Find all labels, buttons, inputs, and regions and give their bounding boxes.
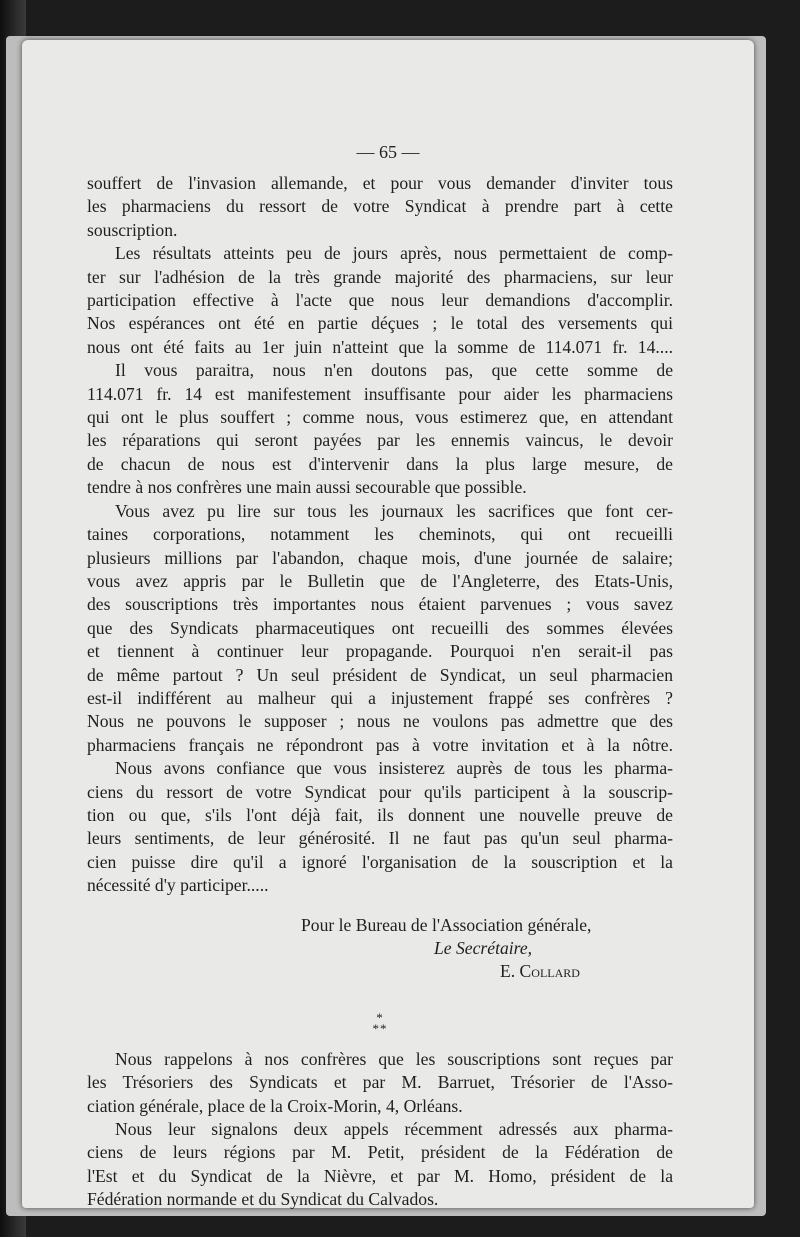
text-line: Vous avez pu lire sur tous les journaux les sacrifices que font cer- <box>115 500 673 521</box>
paragraph-4 <box>87 500 673 757</box>
document-body <box>87 172 673 1212</box>
text-line: souscription. <box>87 219 178 240</box>
paragraph-3 <box>87 359 673 499</box>
text-line: de même partout ? Un seul président de Syndicat, un seul pharmacien <box>87 664 673 685</box>
signature-surname: Collard <box>519 961 580 982</box>
text-line: ciation générale, place de la Croix-Morin, 4, Orléans. <box>87 1095 463 1116</box>
text-line: les Trésoriers des Syndicats et par M. Barruet, Trésorier de l'Asso- <box>87 1072 673 1093</box>
text-line: cien puisse dire qu'il a ignoré l'organisation de la souscription et la <box>87 851 673 872</box>
signature-initial: E. <box>500 961 520 982</box>
text-line: qui ont le plus souffert ; comme nous, vous estimerez que, en attendant <box>87 407 673 428</box>
text-line: Nos espérances ont été en partie déçues ; le total des versements qui <box>87 313 673 334</box>
text-line: participation effective à l'acte que nous leur demandions d'accomplir. <box>87 290 673 311</box>
text-line: plusieurs millions par l'abandon, chaque mois, d'une journée de salaire; <box>87 547 673 568</box>
text-line: les réparations qui seront payées par les ennemis vaincus, le devoir <box>87 430 673 451</box>
text-line: ciens de leurs régions par M. Petit, président de la Fédération de <box>87 1142 673 1163</box>
text-line: vous avez appris par le Bulletin que de l'Angleterre, des Etats-Unis, <box>87 570 673 591</box>
text-line: Fédération normande et du Syndicat du Calvados. <box>87 1189 439 1210</box>
document-page <box>22 40 754 1208</box>
paragraph-7 <box>87 1118 673 1212</box>
text-line: l'Est et du Syndicat de la Nièvre, et par M. Homo, président de la <box>87 1165 673 1186</box>
text-line: ter sur l'adhésion de la très grande majorité des pharmaciens, sur leur <box>87 266 673 287</box>
text-line: de chacun de nous est d'intervenir dans la plus large mesure, de <box>87 453 673 474</box>
text-line: des souscriptions très importantes nous étaient parvenues ; vous savez <box>87 594 673 615</box>
text-line: et tiennent à continuer leur propagande. Pourquoi n'en serait-il pas <box>87 641 673 662</box>
text-line: Nous ne pouvons le supposer ; nous ne voulons pas admettre que des <box>87 711 673 732</box>
signature-line-bureau: Pour le Bureau de l'Association générale, <box>301 914 592 935</box>
text-line: taines corporations, notamment les cheminots, qui ont recueilli <box>87 524 673 545</box>
paragraph-6 <box>87 1048 673 1118</box>
text-line: Nous avons confiance que vous insisterez auprès de tous les pharma- <box>115 758 673 779</box>
text-line: nécessité d'y participer..... <box>87 875 269 896</box>
asterism-top: * <box>376 1009 384 1025</box>
text-line: nous ont été faits au 1er juin n'atteint que la somme de 114.071 fr. 14.... <box>87 336 673 357</box>
asterism-bottom: ** <box>372 1020 388 1036</box>
text-line: Les résultats atteints peu de jours après, nous permettaient de comp- <box>115 243 673 264</box>
text-line: leurs sentiments, de leur générosité. Il ne faut pas qu'un seul pharma- <box>87 828 673 849</box>
text-line: 114.071 fr. 14 est manifestement insuffisante pour aider les pharmaciens <box>87 383 673 404</box>
paragraph-2 <box>87 242 673 359</box>
text-line: souffert de l'invasion allemande, et pour vous demander d'inviter tous <box>87 173 673 193</box>
signature-block <box>87 914 673 984</box>
paragraph-5 <box>87 757 673 897</box>
text-line: les pharmaciens du ressort de votre Syndicat à prendre part à cette <box>87 196 673 217</box>
text-line: est-il indifférent au malheur qui a injustement frappé ses confrères ? <box>87 687 673 708</box>
text-line: que des Syndicats pharmaceutiques ont recueilli des sommes élevées <box>87 617 673 638</box>
text-line: tendre à nos confrères une main aussi secourable que possible. <box>87 477 527 498</box>
text-line: ciens du ressort de votre Syndicat pour qu'ils participent à la souscrip- <box>87 781 673 802</box>
signature-line-name <box>87 960 673 983</box>
signature-line-title: Le Secrétaire, <box>434 938 533 958</box>
text-line: tion ou que, s'ils l'ont déjà fait, ils donnent une nouvelle preuve de <box>87 804 673 825</box>
page-number: — 65 — <box>356 142 420 162</box>
text-line: Nous rappelons à nos confrères que les souscriptions sont reçues par <box>115 1048 673 1069</box>
asterism-ornament <box>87 1009 673 1036</box>
text-line: Nous leur signalons deux appels récemment adressés aux pharma- <box>115 1119 673 1140</box>
text-line: Il vous paraitra, nous n'en doutons pas, que cette somme de <box>115 360 673 381</box>
text-line: pharmaciens français ne répondront pas à votre invitation et à la nôtre. <box>87 734 673 755</box>
paragraph-1 <box>87 172 673 242</box>
